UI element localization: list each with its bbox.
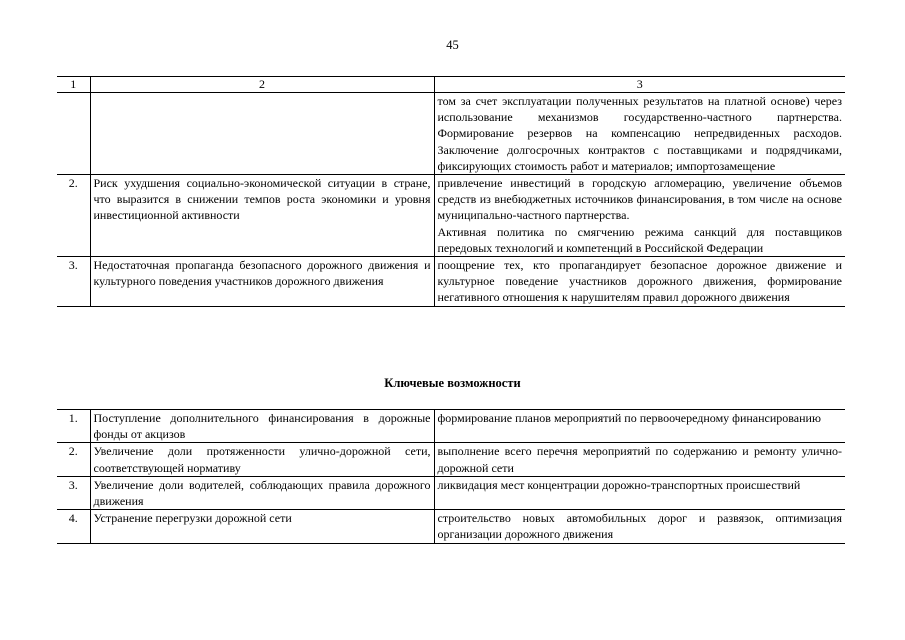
- risk-cell: Риск ухудшения социально-экономической ситуации в стране, что выразится в снижении темпов роста экономики и уровня инвестиционной активности: [90, 175, 434, 257]
- opportunity-cell: Увеличение доли протяженности улично-дорожной сети, соответствующей нормативу: [90, 443, 434, 476]
- risk-table: [57, 76, 845, 307]
- measure-paragraph: привлечение инвестиций в городскую агломерацию, увеличение объемов средств из внебюджетных источников финансирования, в том числе на основе муниципально-частного партнерства.: [437, 176, 842, 223]
- row-number: 3.: [57, 257, 90, 307]
- measure-paragraph: поощрение тех, кто пропагандирует безопасное дорожное движение и культурное поведение участников дорожного движения, формирование негативного отношения к нарушителям правил дорожного движения: [437, 258, 842, 305]
- measure-paragraph: том за счет эксплуатации полученных результатов на платной основе) через использование механизмов государственно-частного партнерства. Формирование резервов на компенсацию непредвиденных расходов. Заключение долгосрочных контрактов с поставщиками и подрядчиками, фиксирующих стоимость работ и материалов; импортозамещение: [437, 94, 842, 173]
- table-row: [57, 93, 845, 175]
- row-number: 4.: [57, 510, 90, 543]
- page-number: 45: [446, 38, 459, 52]
- row-number: 1.: [68, 411, 78, 425]
- table-row: [57, 443, 845, 476]
- action-cell: строительство новых автомобильных дорог и развязок, оптимизация организации дорожного движения: [434, 510, 845, 543]
- row-number: 2.: [57, 443, 90, 476]
- risk-cell: [90, 93, 434, 175]
- opportunity-cell: Устранение перегрузки дорожной сети: [90, 510, 434, 543]
- table-row: [57, 476, 845, 509]
- opportunity-cell: Поступление дополнительного финансирования в дорожные фонды от акцизов: [90, 410, 434, 443]
- opportunity-cell: Увеличение доли водителей, соблюдающих правила дорожного движения: [90, 476, 434, 509]
- risk-cell: Недостаточная пропаганда безопасного дорожного движения и культурного поведения участников дорожного движения: [90, 257, 434, 307]
- table-header-row: [57, 77, 845, 93]
- section-heading: Ключевые возможности: [384, 376, 521, 390]
- table-row: [57, 410, 845, 443]
- measures-cell: [434, 257, 845, 307]
- measures-cell: [434, 175, 845, 257]
- row-number: 3.: [57, 476, 90, 509]
- opportunities-table: [57, 409, 845, 544]
- table-row: [57, 257, 845, 307]
- column-header: 3: [434, 77, 845, 93]
- table-row: [57, 510, 845, 543]
- measure-paragraph: Активная политика по смягчению режима санкций для поставщиков передовых технологий и компетенций в Российской Федерации: [437, 224, 842, 255]
- action-cell: выполнение всего перечня мероприятий по содержанию и ремонту улично-дорожной сети: [434, 443, 845, 476]
- column-header: 1: [57, 77, 90, 93]
- column-header: 2: [90, 77, 434, 93]
- action-cell: ликвидация мест концентрации дорожно-транспортных происшествий: [434, 476, 845, 509]
- row-number: 2.: [57, 175, 90, 257]
- table-row: [57, 175, 845, 257]
- measures-cell: [434, 93, 845, 175]
- row-number: [57, 93, 90, 175]
- action-cell: формирование планов мероприятий по первоочередному финансированию: [434, 410, 845, 443]
